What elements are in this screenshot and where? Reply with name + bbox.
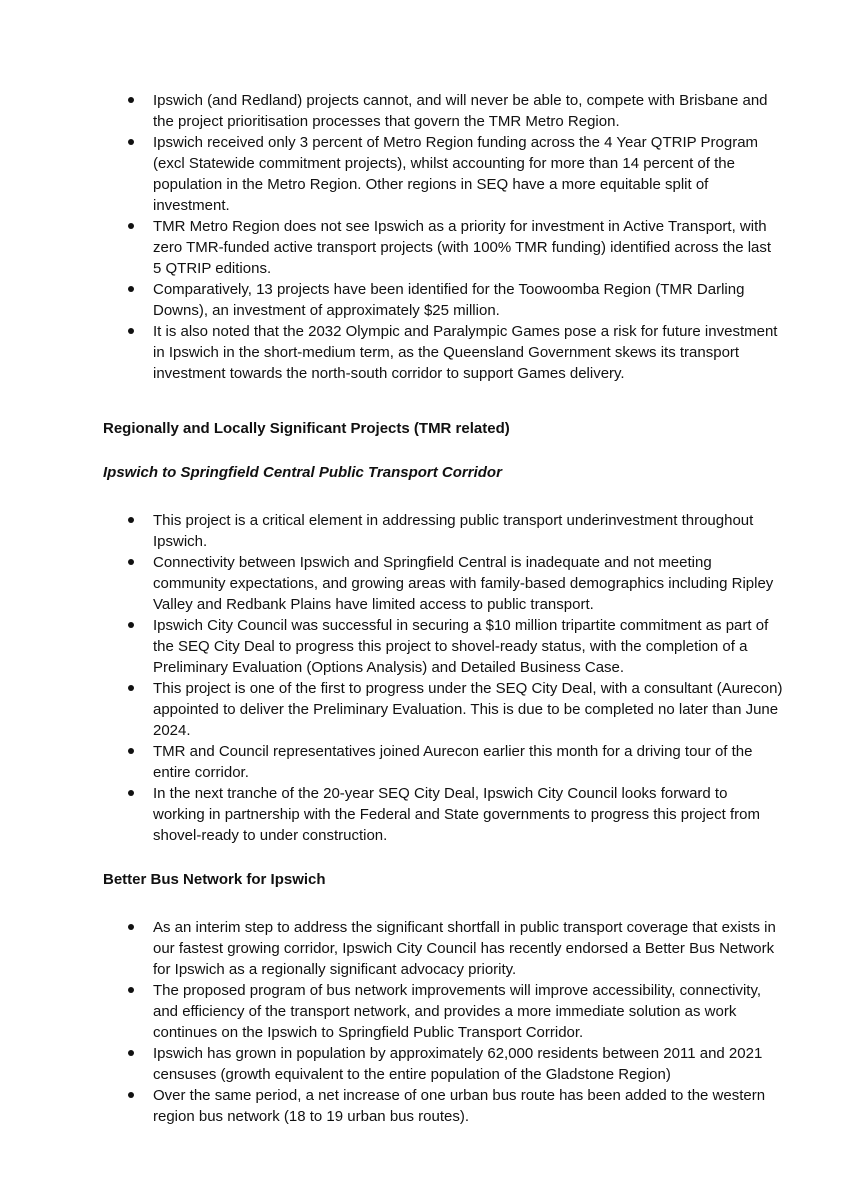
bullet-icon	[128, 559, 134, 565]
list-item	[0, 980, 843, 1043]
list-item	[0, 783, 843, 846]
bullet-icon	[128, 223, 134, 229]
list-item	[0, 132, 843, 216]
bullet-icon	[128, 987, 134, 993]
bullet-icon	[128, 748, 134, 754]
list-item-text: The proposed program of bus network improvements will improve accessibility, connectivity, and efficiency of the transport network, and provides a more immediate solution as work continues on the Ipswich to Springfield Public Transport Corridor.	[153, 982, 762, 1041]
list-item-text: In the next tranche of the 20-year SEQ City Deal, Ipswich City Council looks forward to working in partnership with the Federal and State governments to progress this project from shovel-ready to under construction.	[153, 785, 760, 844]
bullet-list-corridor	[0, 510, 843, 846]
list-item	[0, 678, 843, 741]
list-item	[0, 1085, 843, 1127]
list-item-text: TMR and Council representatives joined Aurecon earlier this month for a driving tour of the entire corridor.	[153, 743, 753, 781]
bullet-icon	[128, 328, 134, 334]
list-item-text: Ipswich received only 3 percent of Metro Region funding across the 4 Year QTRIP Program (excl Statewide commitment projects), whilst accounting for more than 14 percent of the population in the Metro Region. Other regions in SEQ have a more equitable split of investment.	[153, 134, 759, 214]
bullet-icon	[128, 97, 134, 103]
list-item-text: TMR Metro Region does not see Ipswich as a priority for investment in Active Transport, with zero TMR-funded active transport projects (with 100% TMR funding) identified across the last 5 QTRIP editions.	[153, 218, 772, 277]
list-item-text: Ipswich (and Redland) projects cannot, and will never be able to, compete with Brisbane and the project prioritisation processes that govern the TMR Metro Region.	[153, 92, 768, 130]
list-item	[0, 279, 843, 321]
list-item-text: Ipswich City Council was successful in securing a $10 million tripartite commitment as part of the SEQ City Deal to progress this project to shovel-ready status, with the completion of a Preliminary Evaluation (Options Analysis) and Detailed Business Case.	[153, 617, 769, 676]
bullet-icon	[128, 517, 134, 523]
bullet-icon	[128, 1050, 134, 1056]
section-heading-bus-network: Better Bus Network for Ipswich	[103, 871, 326, 888]
list-item-text: This project is one of the first to progress under the SEQ City Deal, with a consultant (Aurecon) appointed to deliver the Preliminary Evaluation. This is due to be completed no later than June 2024.	[153, 680, 783, 739]
bullet-icon	[128, 790, 134, 796]
list-item-text: Connectivity between Ipswich and Springfield Central is inadequate and not meeting community expectations, and growing areas with family-based demographics including Ripley Valley and Redbank Plains have limited access to public transport.	[153, 554, 774, 613]
list-item	[0, 321, 843, 384]
list-item-text: As an interim step to address the significant shortfall in public transport coverage that exists in our fastest growing corridor, Ipswich City Council has recently endorsed a Better Bus Network for Ipswich as a regionally significant advocacy priority.	[153, 919, 776, 978]
bullet-list-bus-network	[0, 917, 843, 1127]
list-item-text: Over the same period, a net increase of one urban bus route has been added to the western region bus network (18 to 19 urban bus routes).	[153, 1087, 766, 1125]
section-heading-regional-projects: Regionally and Locally Significant Projects (TMR related)	[103, 420, 510, 437]
list-item	[0, 1043, 843, 1085]
list-item	[0, 216, 843, 279]
list-item	[0, 90, 843, 132]
list-item-text: Ipswich has grown in population by approximately 62,000 residents between 2011 and 2021 censuses (growth equivalent to the entire population of the Gladstone Region)	[153, 1045, 763, 1083]
list-item	[0, 917, 843, 980]
list-item	[0, 741, 843, 783]
subheading-corridor: Ipswich to Springfield Central Public Transport Corridor	[103, 464, 502, 481]
list-item-text: Comparatively, 13 projects have been identified for the Toowoomba Region (TMR Darling Downs), an investment of approximately $25 million.	[153, 281, 745, 319]
list-item	[0, 552, 843, 615]
list-item-text: It is also noted that the 2032 Olympic and Paralympic Games pose a risk for future investment in Ipswich in the short-medium term, as the Queensland Government skews its transport investment towards the north-south corridor to support Games delivery.	[153, 323, 778, 382]
bullet-icon	[128, 622, 134, 628]
bullet-icon	[128, 685, 134, 691]
bullet-icon	[128, 924, 134, 930]
bullet-list-ipswich-investment	[0, 90, 843, 384]
bullet-icon	[128, 139, 134, 145]
list-item-text: This project is a critical element in addressing public transport underinvestment throughout Ipswich.	[153, 512, 754, 550]
list-item	[0, 510, 843, 552]
list-item	[0, 615, 843, 678]
bullet-icon	[128, 1092, 134, 1098]
bullet-icon	[128, 286, 134, 292]
